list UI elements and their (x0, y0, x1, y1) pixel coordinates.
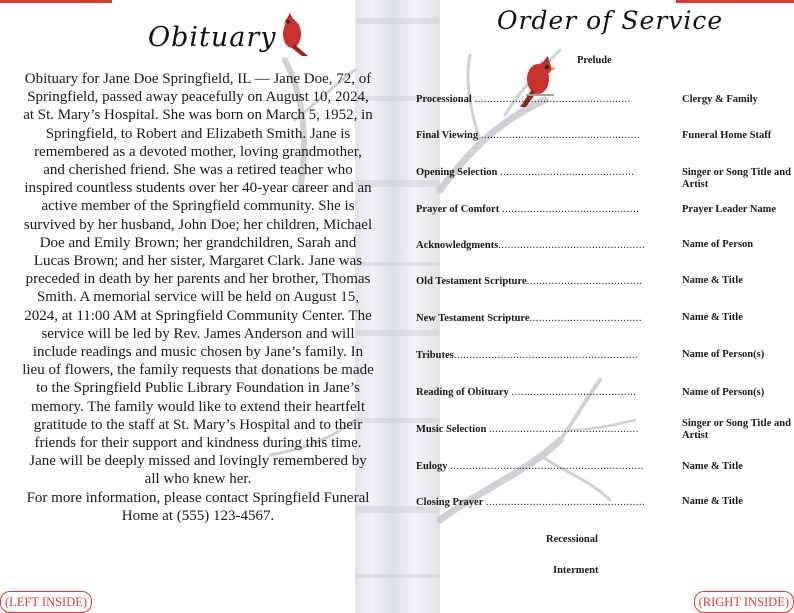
service-item-prayer-of-comfort: Prayer of Comfort ............................................ (416, 204, 640, 215)
service-who-processional: Clergy & Family (682, 94, 758, 105)
service-item-final-viewing: Final Viewing ................................................... (416, 130, 641, 141)
prelude-label: Prelude (577, 55, 612, 66)
service-item-reading-of-obituary: Reading of Obituary ........................................ (416, 387, 637, 398)
order-of-service-title: Order of Service (497, 6, 724, 35)
service-item-old-testament: Old Testament Scripture..................................... (416, 276, 643, 287)
service-item-closing-prayer: Closing Prayer ................................................... (416, 497, 646, 508)
service-who-new-testament: Name & Title (682, 312, 743, 323)
service-item-processional: Processional .................................................. (416, 94, 631, 105)
obituary-text (22, 70, 374, 525)
service-who-acknowledgments: Name of Person (682, 239, 754, 250)
recessional-label: Recessional (546, 534, 598, 545)
obituary-title: Obituary (148, 22, 277, 53)
service-who-closing-prayer: Name & Title (682, 496, 743, 507)
service-who-music-selection: Singer or Song Title and Artist (682, 418, 791, 441)
service-item-music-selection: Music Selection ................................................ (416, 424, 639, 435)
service-who-final-viewing: Funeral Home Staff (682, 130, 772, 141)
service-who-old-testament: Name & Title (682, 275, 743, 286)
service-who-prayer-of-comfort: Prayer Leader Name (682, 204, 777, 215)
left-inside-tag: (LEFT INSIDE) (0, 591, 92, 613)
service-item-tributes: Tributes........................................................... (416, 350, 639, 361)
right-inside-tag: (RIGHT INSIDE) (694, 591, 794, 613)
cardinal-bird-left-icon (278, 12, 312, 58)
service-item-opening-selection: Opening Selection ........................................... (416, 167, 635, 178)
obituary-body: Obituary for Jane Doe Springfield, IL — Jane Doe, 72, of Springfield, passed away peacefully on August 10, 2024, at St. Mary’s Hospital. She was born on March 5, 1952, in Springfield, to Robert and Elizabeth Smith. Jane is remembered as a devoted mother, loving grandmother, and cherished friend. She was a retired teacher who inspired countless students over her 40-year career and an active member of the Springfield community. She is survived by her husband, John Doe; her children, Michael Doe and Emily Brown; her grandchildren, Sarah and Lucas Brown; and her sister, Margaret Clark. Jane was preceded in death by her parents and her brother, Thomas Smith. A memorial service will be held on August 15, 2024, at 11:00 AM at Springfield Community Center. The service will be led by Rev. James Anderson and will include readings and music chosen by Jane’s family. In lieu of flowers, the family requests that donations be made to the Springfield Public Library Foundation in Jane’s memory. The family would like to extend their heartfelt gratitude to the staff at St. Mary’s Hospital and to their friends for their support and kindness during this time. Jane will be deeply missed and lovingly remembered by all who knew her. (22, 71, 374, 488)
service-who-tributes: Name of Person(s) (682, 349, 765, 360)
service-item-acknowledgments: Acknowledgments............................................... (416, 240, 646, 251)
service-who-opening-selection: Singer or Song Title and Artist (682, 167, 791, 190)
interment-label: Interment (553, 565, 599, 576)
service-item-new-testament: New Testament Scripture.................................... (416, 313, 643, 324)
service-who-eulogy: Name & Title (682, 461, 743, 472)
service-item-eulogy: Eulogy .............................................................. (416, 461, 644, 472)
service-who-reading-of-obituary: Name of Person(s) (682, 387, 765, 398)
obituary-contact: For more information, please contact Springfield Funeral Home at (555) 123-4567. (26, 489, 370, 524)
